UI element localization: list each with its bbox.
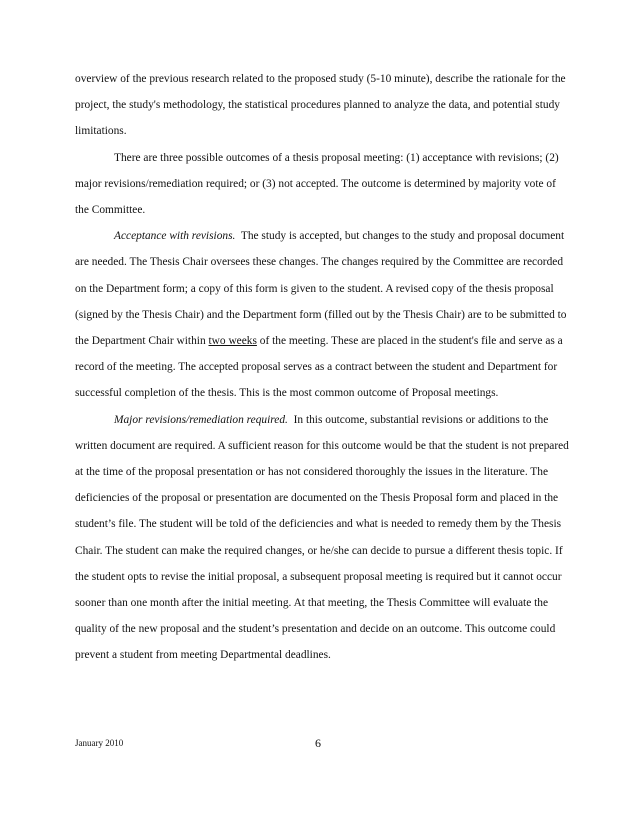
paragraph-major-revisions	[75, 407, 569, 669]
page-number: 6	[315, 736, 321, 750]
acceptance-text-before: The study is accepted, but changes to the study and proposal document are needed. The Thesis Chair oversees these changes. The changes required by the Committee are recorded on the Department form; a copy of this form is given to the student. A revised copy of the thesis proposal (signed by the Thesis Chair) and the Department form (filled out by the Thesis Chair) are to be submitted to the Department Chair within	[75, 230, 567, 348]
body-text	[75, 66, 569, 669]
paragraph-acceptance-with-revisions	[75, 223, 569, 406]
paragraph-overview-continued: overview of the previous research related to the proposed study (5-10 minute), describe the rationale for the project, the study's methodology, the statistical procedures planned to analyze the data, and potential study limitations.	[75, 73, 566, 138]
heading-major-revisions: Major revisions/remediation required.	[114, 413, 288, 426]
acceptance-text-after: of the meeting. These are placed in the student's file and serve as a record of the meeting. The accepted proposal serves as a contract between the student and Department for successful completion of the thesis. This is the most common outcome of Proposal meetings.	[75, 335, 563, 400]
paragraph-possible-outcomes: There are three possible outcomes of a thesis proposal meeting: (1) acceptance with revisions; (2) major revisions/remediation required; or (3) not accepted. The outcome is determined by majority vote of the Committee.	[75, 151, 559, 217]
underlined-two-weeks: two weeks	[208, 335, 257, 348]
major-revisions-text: In this outcome, substantial revisions or additions to the written document are required. A sufficient reason for this outcome would be that the student is not prepared at the time of the proposal presentation or has not considered thoroughly the issues in the literature. The deficiencies of the proposal or presentation are documented on the Thesis Proposal form and placed in the student’s file. The student will be told of the deficiencies and what is needed to remedy them by the Thesis Chair. The student can make the required changes, or he/she can decide to pursue a different thesis topic. If the student opts to revise the initial proposal, a subsequent proposal meeting is required but it cannot occur sooner than one month after the initial meeting. At that meeting, the Thesis Committee will evaluate the quality of the new proposal and the student’s presentation and decide on an outcome. This outcome could prevent a student from meeting Departmental deadlines.	[75, 413, 569, 662]
footer-date: January 2010	[75, 738, 124, 748]
heading-acceptance-with-revisions: Acceptance with revisions.	[114, 230, 236, 243]
